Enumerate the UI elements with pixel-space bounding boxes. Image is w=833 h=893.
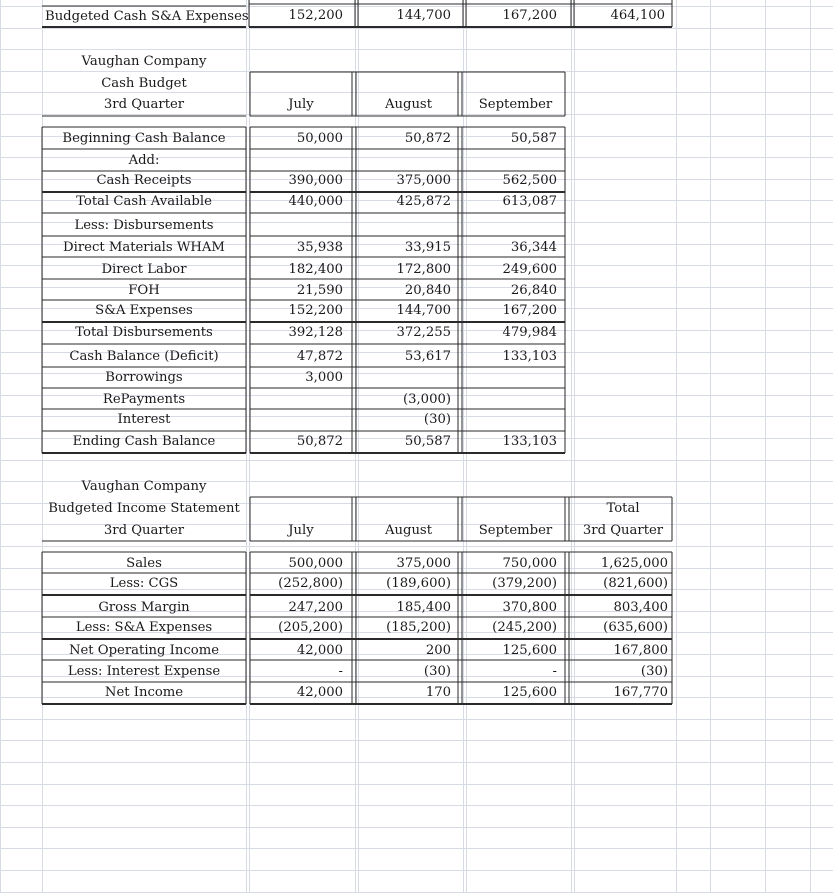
cash-budget-row-label[interactable]: RePayments xyxy=(102,392,186,407)
cash-budget-row-value[interactable]: 133,103 xyxy=(502,349,557,364)
income-row-value[interactable]: - xyxy=(552,664,557,679)
income-row-value[interactable]: (379,200) xyxy=(492,576,557,591)
cash-budget-row-label[interactable]: Less: Disbursements xyxy=(74,218,214,233)
cash-budget-row-value[interactable]: 613,087 xyxy=(502,194,557,209)
cash-budget-row-value[interactable]: 152,200 xyxy=(288,303,343,318)
cell-top-september[interactable]: 167,200 xyxy=(502,8,557,23)
income-row-label[interactable]: Less: CGS xyxy=(109,576,179,591)
cash-budget-row-value[interactable]: 440,000 xyxy=(288,194,343,209)
cash-budget-row-label[interactable]: FOH xyxy=(128,283,160,298)
income-row-label[interactable]: Sales xyxy=(126,556,162,571)
income-row-value[interactable]: 167,770 xyxy=(613,685,668,700)
cash-budget-row-value[interactable]: 479,984 xyxy=(502,325,557,340)
income-row-value[interactable]: (185,200) xyxy=(386,620,451,635)
cash-budget-row-value[interactable]: 167,200 xyxy=(502,303,557,318)
cash-budget-row-value[interactable]: 53,617 xyxy=(404,349,451,364)
cash-budget-row-value[interactable]: 50,587 xyxy=(404,434,451,449)
cash-budget-period[interactable]: 3rd Quarter xyxy=(103,97,185,112)
cash-budget-row-label[interactable]: Ending Cash Balance xyxy=(72,434,216,449)
cash-budget-header-august[interactable]: August xyxy=(384,97,433,112)
income-row-value[interactable]: 247,200 xyxy=(288,600,343,615)
cell-top-august[interactable]: 144,700 xyxy=(396,8,451,23)
cash-budget-row-value[interactable]: 133,103 xyxy=(502,434,557,449)
income-row-value[interactable]: 185,400 xyxy=(396,600,451,615)
income-statement-period[interactable]: 3rd Quarter xyxy=(103,523,185,538)
cash-budget-row-value[interactable]: 392,128 xyxy=(288,325,343,340)
income-row-value[interactable]: (245,200) xyxy=(492,620,557,635)
cash-budget-row-label[interactable]: Total Disbursements xyxy=(75,325,213,340)
cash-budget-row-value[interactable]: 390,000 xyxy=(288,173,343,188)
cash-budget-row-value[interactable]: 182,400 xyxy=(288,262,343,277)
cash-budget-row-value[interactable]: 36,344 xyxy=(510,240,557,255)
cash-budget-row-label[interactable]: Direct Labor xyxy=(101,262,187,277)
income-row-value[interactable]: 167,800 xyxy=(613,643,668,658)
income-row-value[interactable]: 375,000 xyxy=(396,556,451,571)
income-statement-title[interactable]: Budgeted Income Statement xyxy=(48,501,240,516)
cash-budget-row-label[interactable]: S&A Expenses xyxy=(95,303,193,318)
cash-budget-row-value[interactable]: 3,000 xyxy=(305,370,343,385)
income-row-value[interactable]: (635,600) xyxy=(603,620,668,635)
cash-budget-row-value[interactable]: 172,800 xyxy=(396,262,451,277)
income-row-label[interactable]: Less: S&A Expenses xyxy=(75,620,213,635)
income-row-value[interactable]: 42,000 xyxy=(296,643,343,658)
income-row-label[interactable]: Net Operating Income xyxy=(68,643,220,658)
cash-budget-row-label[interactable]: Beginning Cash Balance xyxy=(62,131,226,146)
income-row-value[interactable]: 750,000 xyxy=(502,556,557,571)
income-statement-company[interactable]: Vaughan Company xyxy=(81,479,207,494)
cash-budget-company[interactable]: Vaughan Company xyxy=(81,54,207,69)
income-header-total-period[interactable]: 3rd Quarter xyxy=(582,523,664,538)
cash-budget-row-value[interactable]: 144,700 xyxy=(396,303,451,318)
income-row-value[interactable]: 1,625,000 xyxy=(600,556,668,571)
cash-budget-row-label[interactable]: Cash Receipts xyxy=(96,173,192,188)
cash-budget-title[interactable]: Cash Budget xyxy=(101,76,187,91)
cash-budget-row-value[interactable]: 425,872 xyxy=(396,194,451,209)
cash-budget-row-label[interactable]: Add: xyxy=(128,153,160,168)
cash-budget-header-july[interactable]: July xyxy=(288,97,314,112)
cash-budget-row-value[interactable]: 50,872 xyxy=(404,131,451,146)
cash-budget-row-value[interactable]: 375,000 xyxy=(396,173,451,188)
cash-budget-row-value[interactable]: 47,872 xyxy=(296,349,343,364)
cash-budget-row-label[interactable]: Direct Materials WHAM xyxy=(63,240,225,255)
income-row-value[interactable]: - xyxy=(338,664,343,679)
cash-budget-row-value[interactable]: 21,590 xyxy=(296,283,343,298)
cash-budget-header-september[interactable]: September xyxy=(478,97,553,112)
cash-budget-row-value[interactable]: (3,000) xyxy=(402,392,451,407)
income-row-value[interactable]: (252,800) xyxy=(278,576,343,591)
income-header-september[interactable]: September xyxy=(478,523,553,538)
cash-budget-row-value[interactable]: 33,915 xyxy=(404,240,451,255)
cell-top-july[interactable]: 152,200 xyxy=(288,8,343,23)
cash-budget-row-label[interactable]: Borrowings xyxy=(105,370,183,385)
income-row-value[interactable]: (30) xyxy=(640,664,668,679)
income-row-value[interactable]: (821,600) xyxy=(603,576,668,591)
cash-budget-row-value[interactable]: (30) xyxy=(423,412,451,427)
cash-budget-row-value[interactable]: 20,840 xyxy=(404,283,451,298)
income-row-value[interactable]: 125,600 xyxy=(502,685,557,700)
income-header-july[interactable]: July xyxy=(288,523,314,538)
cash-budget-row-value[interactable]: 562,500 xyxy=(502,173,557,188)
cell-top-total[interactable]: 464,100 xyxy=(610,8,665,23)
income-row-value[interactable]: (189,600) xyxy=(386,576,451,591)
cash-budget-row-label[interactable]: Interest xyxy=(117,412,171,427)
income-row-label[interactable]: Net Income xyxy=(104,685,184,700)
income-header-august[interactable]: August xyxy=(384,523,433,538)
cash-budget-row-value[interactable]: 372,255 xyxy=(396,325,451,340)
cash-budget-row-value[interactable]: 35,938 xyxy=(296,240,343,255)
income-header-total[interactable]: Total xyxy=(606,501,640,516)
cash-budget-row-value[interactable]: 249,600 xyxy=(502,262,557,277)
income-row-value[interactable]: 125,600 xyxy=(502,643,557,658)
cash-budget-row-label[interactable]: Cash Balance (Deficit) xyxy=(69,349,219,364)
income-row-value[interactable]: 42,000 xyxy=(296,685,343,700)
cell-top-label[interactable]: Budgeted Cash S&A Expenses xyxy=(45,9,249,24)
income-row-value[interactable]: 370,800 xyxy=(502,600,557,615)
cash-budget-row-value[interactable]: 26,840 xyxy=(510,283,557,298)
cash-budget-row-value[interactable]: 50,000 xyxy=(296,131,343,146)
income-row-value[interactable]: 200 xyxy=(425,643,451,658)
income-row-value[interactable]: 500,000 xyxy=(288,556,343,571)
cash-budget-row-value[interactable]: 50,872 xyxy=(296,434,343,449)
cash-budget-row-value[interactable]: 50,587 xyxy=(510,131,557,146)
income-row-label[interactable]: Gross Margin xyxy=(98,600,190,615)
income-row-value[interactable]: (30) xyxy=(423,664,451,679)
income-row-value[interactable]: 803,400 xyxy=(613,600,668,615)
cash-budget-row-label[interactable]: Total Cash Available xyxy=(76,194,212,209)
income-row-value[interactable]: 170 xyxy=(425,685,451,700)
income-row-label[interactable]: Less: Interest Expense xyxy=(67,664,221,679)
income-row-value[interactable]: (205,200) xyxy=(278,620,343,635)
